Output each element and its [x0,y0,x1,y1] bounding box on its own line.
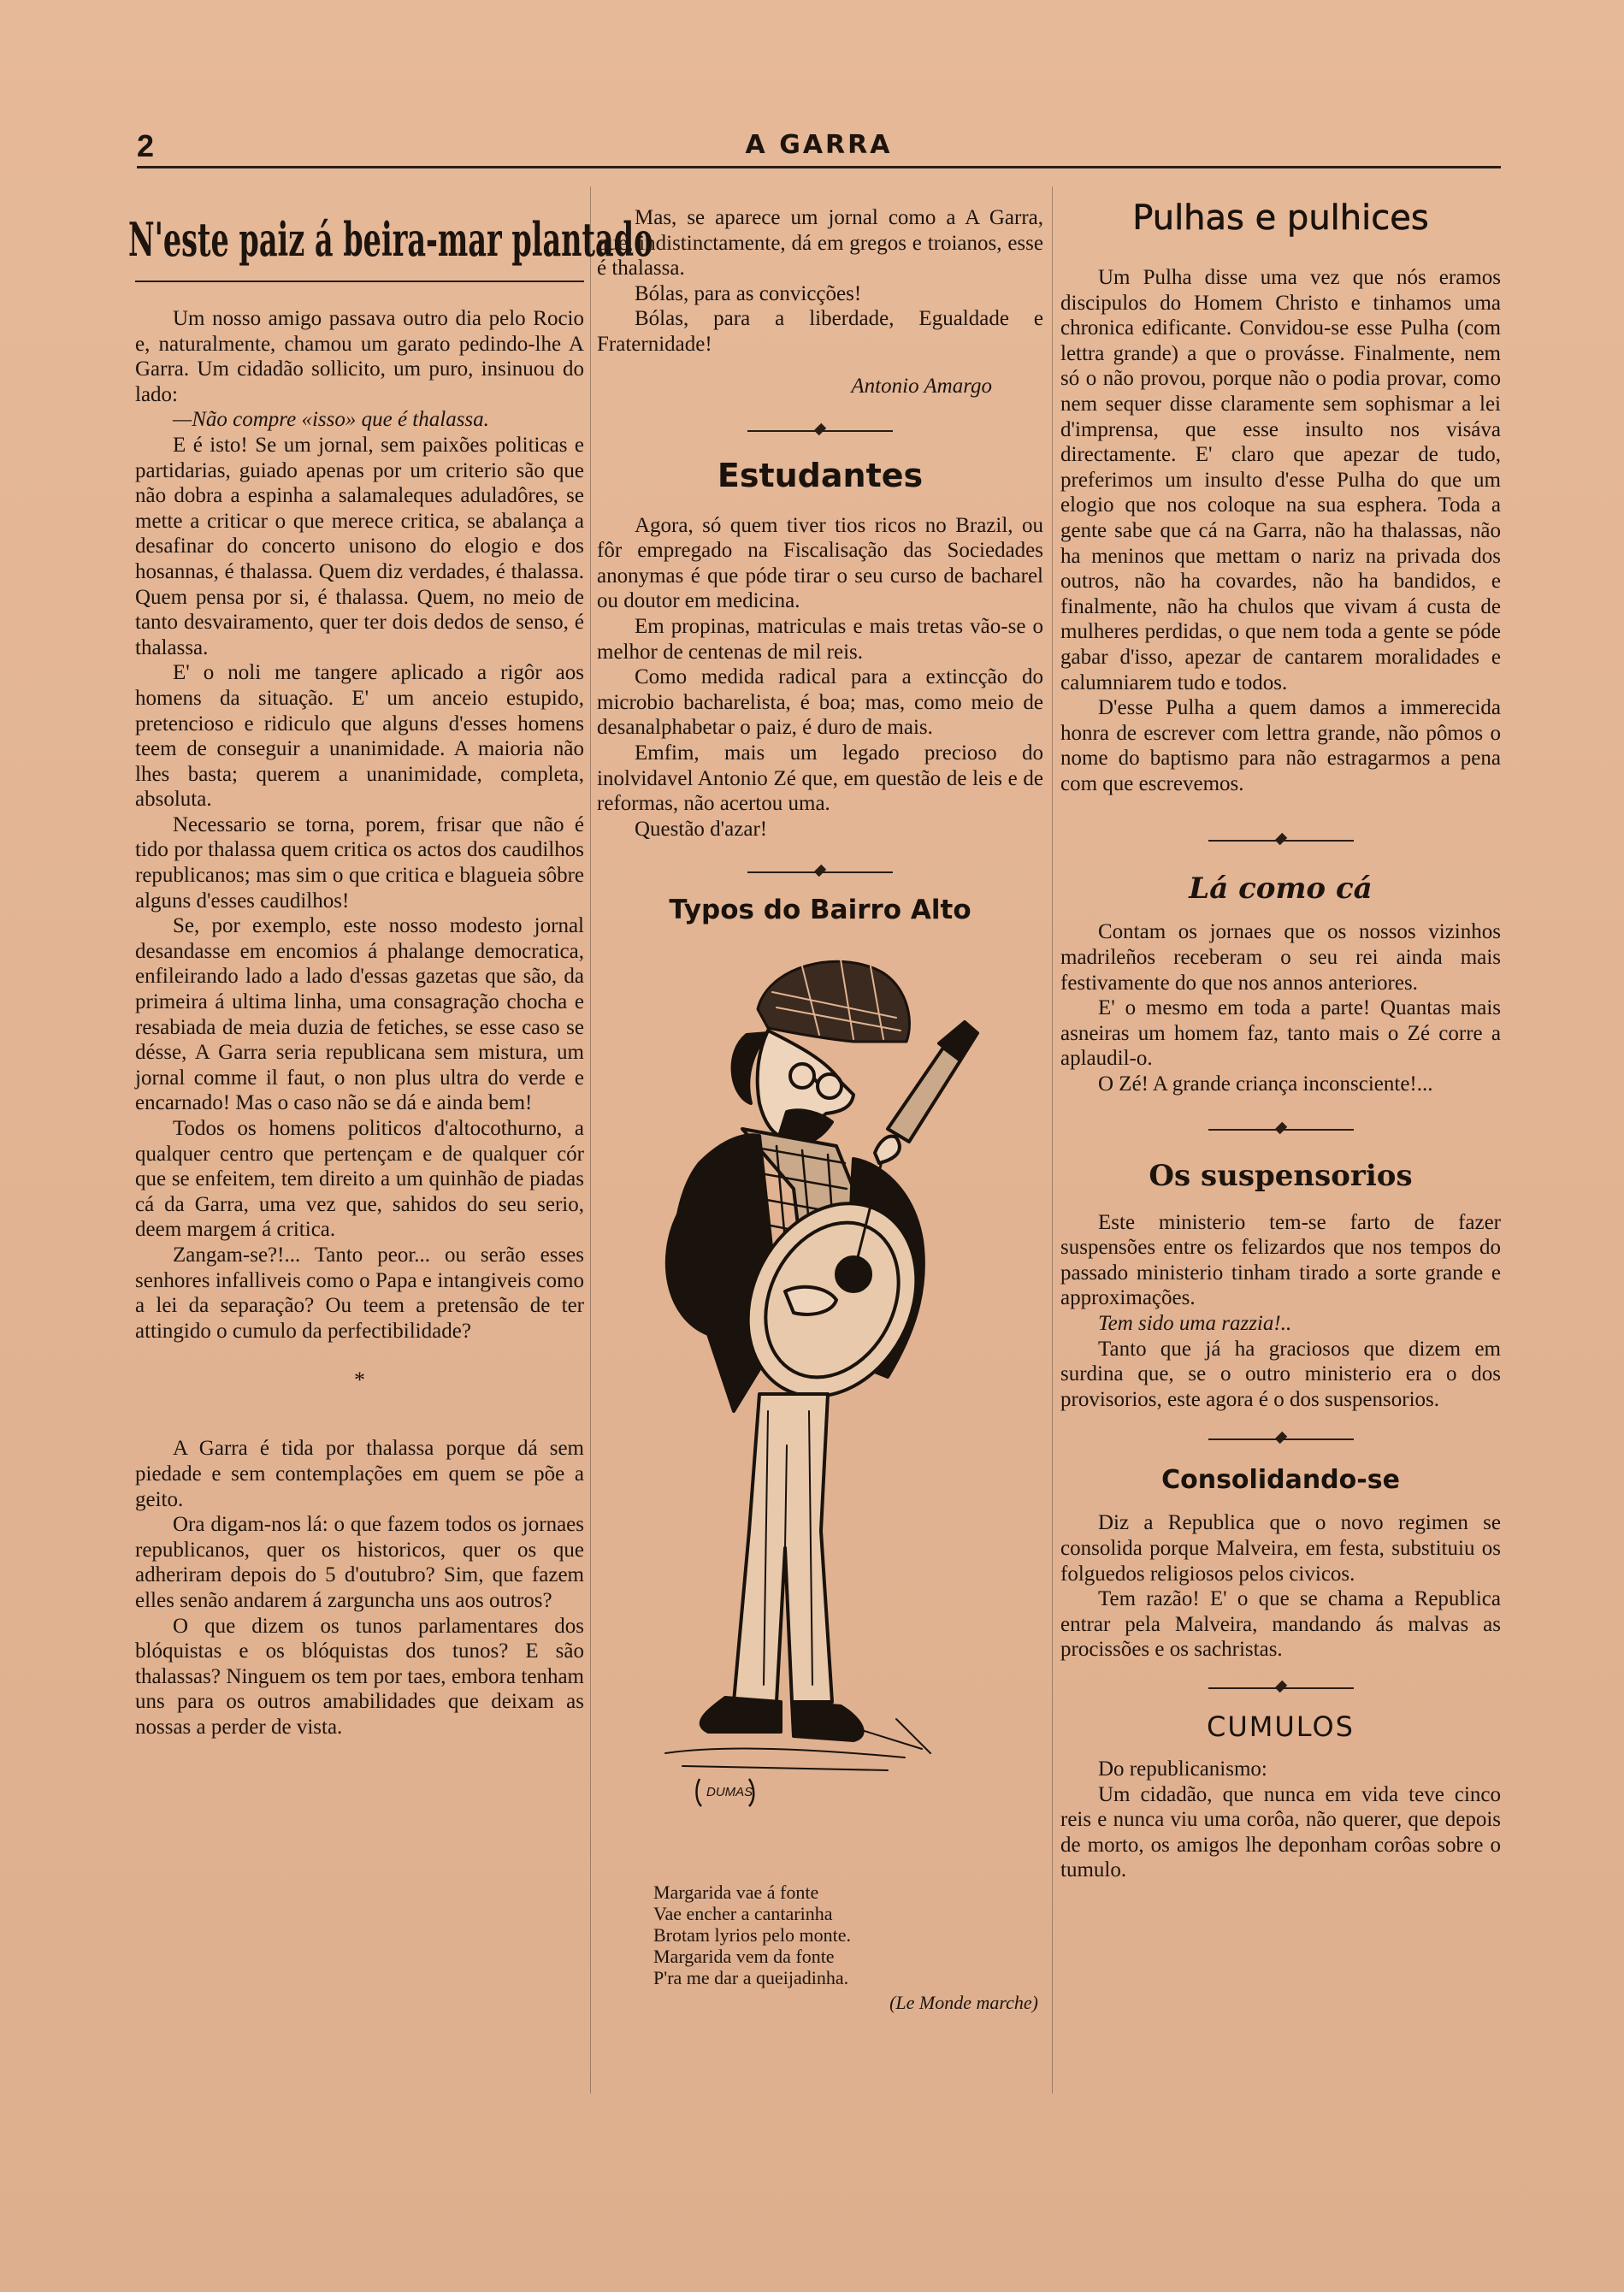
paragraph: D'esse Pulha a quem damos a immerecida honra de escrever com lettra grande, não pômos o nome do baptismo para não estragarmos a pena com que escrevemos. [1060,696,1501,795]
paragraph: Tanto que já ha graciosos que dizem em surdina que, se o outro ministerio era o dos provisorios, este agora é o dos suspensorios. [1060,1337,1501,1411]
article-title-pulhas: Pulhas e pulhices [1132,198,1429,238]
poem [597,1881,1043,1988]
poem-credit: (Le Monde marche) [889,1992,1038,2014]
paragraph: Um cidadão, que nunca em vida teve cinco reis e nunca viu uma corôa, não querer, que depois de morto, os amigos lhe deponham corôas sobre o tumulo. [1060,1782,1501,1882]
column-divider [1052,186,1053,2094]
paragraph: Este ministerio tem-se farto de fazer suspensões entre os felizardos que nos tempos do passado ministerio tinham tirado a sorte grande e approximações. [1060,1210,1501,1310]
page-number: 2 [137,128,155,163]
paragraph: Um nosso amigo passava outro dia pelo Rocio e, naturalmente, chamou um garato pedindo-lhe A Garra. Um cidadão sollicito, um puro, insinuou do lado: [135,307,584,406]
article-body-beira-mar [135,306,584,1344]
poem-line: P'ra me dar a queijadinha. [653,1967,849,1989]
poem-line: Vae encher a cantarinha [653,1903,833,1925]
paragraph: O Zé! A grande criança inconsciente!... [1098,1072,1433,1096]
article-body-beira-mar-end [597,205,1043,357]
paragraph: Do republicanismo: [1098,1757,1267,1781]
article-body-suspensorios [1060,1210,1501,1413]
paragraph: E' o mesmo em toda a parte! Quantas mais asneiras um homem faz, tanto mais o Zé corre a aplaudil-o. [1060,996,1501,1071]
article-title-consolidando: Consolidando-se [1161,1465,1400,1496]
cartoon-illustration [597,932,1043,1881]
guitar-player-caricature [597,932,1043,1881]
masthead-rule [137,166,1501,168]
paragraph: Contam os jornaes que os nossos vizinhos madrileños receberam o seu rei ainda mais festivamente do que nos annos anteriores. [1060,920,1501,995]
paragraph: Zangam-se?!... Tanto peor... ou serão esses senhores infalliveis como o Papa e intangiveis como a lei da separação? Ou teem a pretensão de ter attingido o cumulo da perfectibilidade? [135,1243,584,1343]
newspaper-title: A GARRA [745,130,893,160]
column-divider [590,186,591,2094]
paragraph: Diz a Republica que o novo regimen se consolida porque Malveira, em festa, substituiu os folguedos religiosos pelos civicos. [1060,1511,1501,1586]
paragraph: Agora, só quem tiver tios ricos no Brazil, ou fôr empregado na Fiscalisação das Sociedades anonymas é que póde tirar o seu curso de bacharel ou doutor em medicina. [597,513,1043,613]
article-body-beira-mar-cont [135,1436,584,1740]
poem-line: Margarida vae á fonte [653,1881,819,1904]
article-title-beira-mar: N'este paiz á beira-mar plantado [128,212,653,267]
poem-line: Brotam lyrios pelo monte. [653,1924,851,1946]
ornament-divider [1060,1429,1501,1450]
paragraph: Se, por exemplo, este nosso modesto jornal desandasse em encomios á phalange democratica, enfileirando lado a lado d'essas gazetas que são, da primeira á ultima linha, uma consagração chocha e resabiada de meia duzia de fetiches, se esse caso se désse, A Garra seria republicana sem mistura, um jornal comme il faut, o non plus ultra do verde e encarnado! Mas o caso não se dá e ainda bem! [135,914,584,1115]
paragraph: Em propinas, matriculas e mais tretas vão-se o melhor de centenas de mil reis. [597,614,1043,664]
article-body-consolidando [1060,1510,1501,1663]
title-rule [135,281,584,282]
paragraph: O que dizem os tunos parlamentares dos blóquistas e os blóquistas dos tunos? E são thalassas? Ninguem os tem por taes, embora tenham uns para os outros amabilidades que deixam as nossas a perder de vista. [135,1614,584,1739]
poem-line: Margarida vem da fonte [653,1946,835,1968]
ornament-divider [597,421,1043,441]
ornament-divider [1060,1119,1501,1140]
article-body-cumulos [1060,1757,1501,1883]
column-2 [597,186,1043,2014]
ornament-divider [1060,1678,1501,1698]
paragraph: Mas, se aparece um jornal como a A Garra, que, indistinctamente, dá em gregos e troianos, esse é thalassa. [597,206,1043,281]
paragraph: Questão d'azar! [635,817,768,841]
column-3 [1060,186,1501,1883]
author-signature: Antonio Amargo [851,374,992,398]
paragraph: Como medida radical para a extincção do microbio bacharelista, é boa; mas, como meio de desanalphabetar o paiz, é duro de mais. [597,665,1043,740]
ornament-divider [597,862,1043,883]
paragraph: Um Pulha disse uma vez que nós eramos discipulos do Homem Christo e tinhamos uma chronica edificante. Convidou-se esse Pulha (com lettra grande) a que o provásse. Finalmente, nem só o não provou, porque não o podia provar, como nem sequer disse claramente sem sophismar a lei d'imprensa, que esse insulto nos visáva directamente. E' claro que apezar de tudo, preferimos um insulto d'esse Pulha do que um elogio que nos coloque na sua esphera. Toda a gente sabe que cá na Garra, não ha thalassas, não ha meninos que mettam o nariz na privada dos outros, não ha covardes, não ha bandidos, e finalmente, não ha chulos que vivam á custa de mulheres perdidas, o que nem toda a gente se póde gabar d'isso, apezar de cantarem moralidades e calumniarem tudo e todos. [1060,266,1501,694]
masthead [137,128,1501,171]
article-body-estudantes [597,513,1043,842]
paragraph: Ora digam-nos lá: o que fazem todos os jornaes republicanos, quer os historicos, quer os que adheriram depois do 5 d'outubro? Sim, que fazem elles senão andarem á zarguncha uns aos outros? [135,1513,584,1612]
article-title-la-como-ca: Lá como cá [1189,871,1373,907]
section-star: * [354,1368,365,1393]
paragraph: Todos os homens politicos d'altocothurno, a qualquer centro que pertençam e de qualquer cór que se enfeitem, tem direito a um quinhão de piadas cá da Garra, uma vez que, sahidos do seu serio, deem margem á critica. [135,1117,584,1242]
paragraph: Bólas, para a liberdade, Egualdade e Fraternidade! [597,307,1043,356]
ornament-divider [1060,830,1501,851]
paragraph: A Garra é tida por thalassa porque dá sem piedade e sem contemplações em quem se põe a geito. [135,1437,584,1511]
article-title-cumulos: CUMULOS [1207,1710,1355,1743]
article-body-pulhas [1060,265,1501,796]
paragraph: —Não compre «isso» que é thalassa. [173,408,489,432]
article-body-la-como-ca [1060,919,1501,1096]
paragraph: Bólas, para as convicções! [635,281,862,305]
article-title-typos: Typos do Bairro Alto [669,895,971,926]
column-1 [128,186,653,1740]
paragraph: Emfim, mais um legado precioso do inolvidavel Antonio Zé que, em questão de leis e de reformas, não acertou uma. [597,741,1043,816]
paragraph: Necessario se torna, porem, frisar que não é tido por thalassa quem critica os actos dos caudilhos republicanos; mas sim o que critica e blagueia sôbre alguns d'esses caudilhos! [135,812,584,913]
article-title-suspensorios: Os suspensorios [1149,1158,1413,1193]
artist-signature: DUMAS [706,1785,753,1800]
paragraph: E' o noli me tangere aplicado a rigôr aos homens da situação. E' um anceio estupido, pretencioso e ridiculo que alguns d'esses homens teem de conseguir a unanimidade. A maioria não lhes basta; querem a unanimidade, completa, absoluta. [135,661,584,812]
paragraph: Tem razão! E' o que se chama a Republica entrar pela Malveira, mandando ás malvas as procissões e os sachristas. [1060,1587,1501,1662]
article-title-estudantes: Estudantes [717,456,924,494]
paragraph: Tem sido uma razzia!.. [1098,1312,1292,1335]
paragraph: E é isto! Se um jornal, sem paixões politicas e partidarias, guiado apenas por um criterio são que não dobra a espinha a salamaleques aduladôres, se mette a criticar o que merece critica, se abalança a desafinar do concerto unisono do elogio e dos hosannas, é thalassa. Quem diz verdades, é thalassa. Quem pensa por si, é thalassa. Quem, no meio de tanto desvairamento, quer ter dois dedos de senso, é thalassa. [135,433,584,659]
